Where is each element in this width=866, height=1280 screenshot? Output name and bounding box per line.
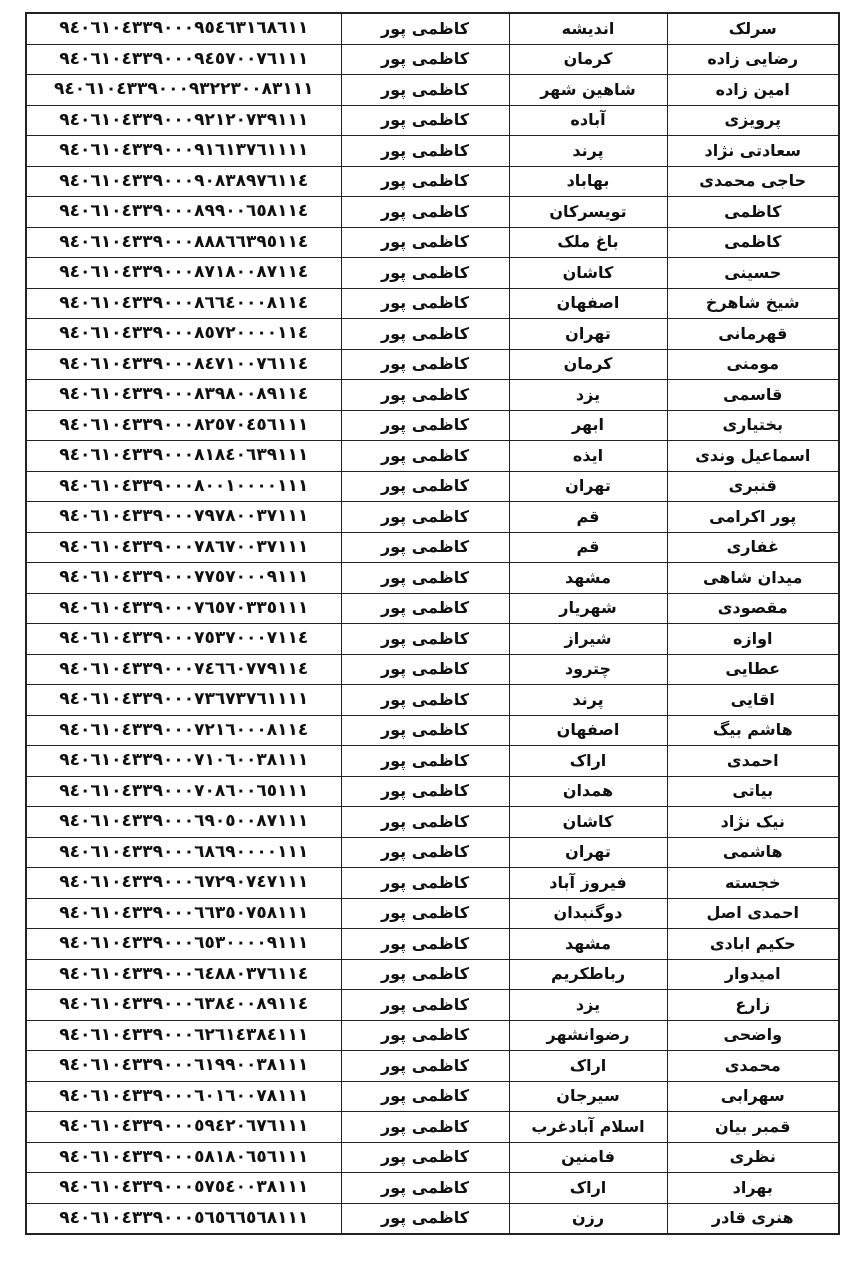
account-code-cell: ۹٤۰٦۱۰٤۳۳۹۰۰۰۸٤۷۱۰۰۷٦۱۱٤ (26, 349, 341, 380)
city-cell: مشهد (509, 929, 667, 960)
account-code-cell: ۹٤۰٦۱۰٤۳۳۹۰۰۰۷٥۳۷۰۰۰۷۱۱٤ (26, 624, 341, 655)
table-row (26, 593, 839, 624)
city-cell: کرمان (509, 44, 667, 75)
city-cell: اندیشه (509, 13, 667, 44)
table-row (26, 1173, 839, 1204)
city-cell: باغ ملک (509, 227, 667, 258)
family-name-cell: کاظمی پور (341, 654, 509, 685)
table-row (26, 532, 839, 563)
name-cell: هاشم بیگ (667, 715, 839, 746)
city-cell: ایذه (509, 441, 667, 472)
account-code-cell: ۹٤۰٦۱۰٤۳۳۹۰۰۰٦٤۸۸۰۳۷٦۱۱٤ (26, 959, 341, 990)
table-row (26, 197, 839, 228)
account-code-cell: ۹٤۰٦۱۰٤۳۳۹۰۰۰۷۸٦۷۰۰۳۷۱۱۱ (26, 532, 341, 563)
name-cell: احمدی (667, 746, 839, 777)
city-cell: کرمان (509, 349, 667, 380)
family-name-cell: کاظمی پور (341, 837, 509, 868)
city-cell: سیرجان (509, 1081, 667, 1112)
city-cell: شاهین شهر (509, 75, 667, 106)
account-code-cell: ۹٤۰٦۱۰٤۳۳۹۰۰۰٦۰۱٦۰۰۷۸۱۱۱ (26, 1081, 341, 1112)
city-cell: پرند (509, 685, 667, 716)
account-code-cell: ۹٤۰٦۱۰٤۳۳۹۰۰۰۸٦٦٤۰۰۰۸۱۱٤ (26, 288, 341, 319)
table-row (26, 380, 839, 411)
table-row (26, 959, 839, 990)
family-name-cell: کاظمی پور (341, 410, 509, 441)
table-row (26, 929, 839, 960)
table-row (26, 1081, 839, 1112)
table-row (26, 990, 839, 1021)
table-row (26, 13, 839, 44)
account-code-cell: ۹٤۰٦۱۰٤۳۳۹۰۰۰٦۸٦۹۰۰۰۰۱۱۱ (26, 837, 341, 868)
city-cell: فیروز آباد (509, 868, 667, 899)
city-cell: قم (509, 532, 667, 563)
name-cell: بختیاری (667, 410, 839, 441)
name-cell: حسینی (667, 258, 839, 289)
city-cell: تهران (509, 471, 667, 502)
table-row (26, 319, 839, 350)
table-row (26, 258, 839, 289)
family-name-cell: کاظمی پور (341, 349, 509, 380)
family-name-cell: کاظمی پور (341, 13, 509, 44)
family-name-cell: کاظمی پور (341, 136, 509, 167)
city-cell: فامنین (509, 1142, 667, 1173)
city-cell: رضوانشهر (509, 1020, 667, 1051)
family-name-cell: کاظمی پور (341, 471, 509, 502)
table-row (26, 410, 839, 441)
account-code-cell: ۹٤۰٦۱۰٤۳۳۹۰۰۰۷٤٦٦۰۷۷۹۱۱٤ (26, 654, 341, 685)
name-cell: پور اکرامی (667, 502, 839, 533)
table-row (26, 807, 839, 838)
city-cell: مشهد (509, 563, 667, 594)
name-cell: نیک نژاد (667, 807, 839, 838)
family-name-cell: کاظمی پور (341, 288, 509, 319)
table-row (26, 1112, 839, 1143)
city-cell: همدان (509, 776, 667, 807)
name-cell: هنری قادر (667, 1203, 839, 1234)
account-code-cell: ۹٤۰٦۱۰٤۳۳۹۰۰۰۹۱٦۱۳۷٦۱۱۱۱ (26, 136, 341, 167)
family-name-cell: کاظمی پور (341, 319, 509, 350)
name-cell: هاشمی (667, 837, 839, 868)
name-cell: بهراد (667, 1173, 839, 1204)
name-cell: احمدی اصل (667, 898, 839, 929)
city-cell: اراک (509, 1051, 667, 1082)
family-name-cell: کاظمی پور (341, 227, 509, 258)
family-name-cell: کاظمی پور (341, 380, 509, 411)
account-code-cell: ۹٤۰٦۱۰٤۳۳۹۰۰۰٦۹۰٥۰۰۸۷۱۱۱ (26, 807, 341, 838)
city-cell: چترود (509, 654, 667, 685)
account-code-cell: ۹٤۰٦۱۰٤۳۳۹۰۰۰۸۸۸٦٦۳۹٥۱۱٤ (26, 227, 341, 258)
name-cell: کاظمی (667, 227, 839, 258)
account-code-cell: ۹٤۰٦۱۰٤۳۳۹۰۰۰٦۳۸٤۰۰۸۹۱۱٤ (26, 990, 341, 1021)
table-row (26, 837, 839, 868)
records-table (25, 12, 840, 1235)
family-name-cell: کاظمی پور (341, 532, 509, 563)
city-cell: ابهر (509, 410, 667, 441)
family-name-cell: کاظمی پور (341, 75, 509, 106)
name-cell: سهرابی (667, 1081, 839, 1112)
family-name-cell: کاظمی پور (341, 44, 509, 75)
family-name-cell: کاظمی پور (341, 746, 509, 777)
table-row (26, 654, 839, 685)
table-row (26, 288, 839, 319)
account-code-cell: ۹٤۰٦۱۰٤۳۳۹۰۰۰۸۳۹۸۰۰۸۹۱۱٤ (26, 380, 341, 411)
name-cell: قاسمی (667, 380, 839, 411)
account-code-cell: ۹٤۰٦۱۰٤۳۳۹۰۰۰۷۲۱٦۰۰۰۸۱۱٤ (26, 715, 341, 746)
city-cell: رباطکریم (509, 959, 667, 990)
table-row (26, 624, 839, 655)
name-cell: مومنی (667, 349, 839, 380)
account-code-cell: ۹٤۰٦۱۰٤۳۳۹۰۰۰٦٥۳۰۰۰۰۹۱۱۱ (26, 929, 341, 960)
family-name-cell: کاظمی پور (341, 624, 509, 655)
account-code-cell: ۹٤۰٦۱۰٤۳۳۹۰۰۰٥۹٤۲۰٦۷٦۱۱۱ (26, 1112, 341, 1143)
account-code-cell: ۹٤۰٦۱۰٤۳۳۹۰۰۰۸۷۱۸۰۰۸۷۱۱٤ (26, 258, 341, 289)
table-row (26, 1203, 839, 1234)
family-name-cell: کاظمی پور (341, 1142, 509, 1173)
account-code-cell: ۹٤۰٦۱۰٤۳۳۹۰۰۰۸۲٥۷۰٤٥٦۱۱۱ (26, 410, 341, 441)
account-code-cell: ۹٤۰٦۱۰٤۳۳۹۰۰۰٦۷۲۹۰۷٤۷۱۱۱ (26, 868, 341, 899)
name-cell: کاظمی (667, 197, 839, 228)
family-name-cell: کاظمی پور (341, 197, 509, 228)
account-code-cell: ۹٤۰٦۱۰٤۳۳۹۰۰۰۷۹۷۸۰۰۳۷۱۱۱ (26, 502, 341, 533)
family-name-cell: کاظمی پور (341, 929, 509, 960)
table-row (26, 898, 839, 929)
name-cell: بیاتی (667, 776, 839, 807)
family-name-cell: کاظمی پور (341, 441, 509, 472)
table-row (26, 441, 839, 472)
name-cell: واضحی (667, 1020, 839, 1051)
name-cell: قهرمانی (667, 319, 839, 350)
table-row (26, 44, 839, 75)
family-name-cell: کاظمی پور (341, 685, 509, 716)
name-cell: زارع (667, 990, 839, 1021)
account-code-cell: ۹٤۰٦۱۰٤۳۳۹۰۰۰۷۷٥۷۰۰۰۹۱۱۱ (26, 563, 341, 594)
account-code-cell: ۹٤۰٦۱۰٤۳۳۹۰۰۰٦٦۳٥۰۷٥۸۱۱۱ (26, 898, 341, 929)
name-cell: عطایی (667, 654, 839, 685)
family-name-cell: کاظمی پور (341, 1020, 509, 1051)
table-row (26, 715, 839, 746)
city-cell: تویسرکان (509, 197, 667, 228)
city-cell: شیراز (509, 624, 667, 655)
name-cell: پرویزی (667, 105, 839, 136)
table-row (26, 563, 839, 594)
account-code-cell: ۹٤۰٦۱۰٤۳۳۹۰۰۰۸٥۷۲۰۰۰۰۱۱٤ (26, 319, 341, 350)
account-code-cell: ۹٤۰٦۱۰٤۳۳۹۰۰۰۷٦٥۷۰۳۳٥۱۱۱ (26, 593, 341, 624)
table-row (26, 75, 839, 106)
name-cell: محمدی (667, 1051, 839, 1082)
table-row (26, 776, 839, 807)
city-cell: تهران (509, 319, 667, 350)
name-cell: اقایی (667, 685, 839, 716)
city-cell: رزن (509, 1203, 667, 1234)
name-cell: قمبر بیان (667, 1112, 839, 1143)
family-name-cell: کاظمی پور (341, 1081, 509, 1112)
account-code-cell: ۹٤۰٦۱۰٤۳۳۹۰۰۰۹۲۱۲۰۷۳۹۱۱۱ (26, 105, 341, 136)
name-cell: قنبری (667, 471, 839, 502)
account-code-cell: ۹٤۰٦۱۰٤۳۳۹۰۰۰۸۱۸٤۰٦۳۹۱۱۱ (26, 441, 341, 472)
city-cell: پرند (509, 136, 667, 167)
account-code-cell: ۹٤۰٦۱۰٤۳۳۹۰۰۰٥۷٥٤۰۰۳۸۱۱۱ (26, 1173, 341, 1204)
family-name-cell: کاظمی پور (341, 990, 509, 1021)
table-row (26, 227, 839, 258)
family-name-cell: کاظمی پور (341, 105, 509, 136)
account-code-cell: ۹٤۰٦۱۰٤۳۳۹۰۰۰٥٦٥٦٦٥٦۸۱۱۱ (26, 1203, 341, 1234)
table-row (26, 136, 839, 167)
table-row (26, 1020, 839, 1051)
account-code-cell: ۹٤۰٦۱۰٤۳۳۹۰۰۰٦۲٦۱٤۳۸٤۱۱۱ (26, 1020, 341, 1051)
table-row (26, 471, 839, 502)
table-row (26, 746, 839, 777)
account-code-cell: ۹٤۰٦۱۰٤۳۳۹۰۰۰۹٥٤٦۳۱٦۸٦۱۱ (26, 13, 341, 44)
city-cell: کاشان (509, 258, 667, 289)
name-cell: رضایی زاده (667, 44, 839, 75)
name-cell: حکیم ابادی (667, 929, 839, 960)
account-code-cell: ۹٤۰٦۱۰٤۳۳۹۰۰۰۸۰۰۱۰۰۰۰۱۱۱ (26, 471, 341, 502)
family-name-cell: کاظمی پور (341, 715, 509, 746)
city-cell: دوگنبدان (509, 898, 667, 929)
city-cell: قم (509, 502, 667, 533)
table-row (26, 502, 839, 533)
table-row (26, 1142, 839, 1173)
name-cell: سعادتی نژاد (667, 136, 839, 167)
family-name-cell: کاظمی پور (341, 868, 509, 899)
name-cell: امیدوار (667, 959, 839, 990)
records-table-body (26, 13, 839, 1234)
family-name-cell: کاظمی پور (341, 1203, 509, 1234)
city-cell: اصفهان (509, 288, 667, 319)
city-cell: اصفهان (509, 715, 667, 746)
city-cell: بهاباد (509, 166, 667, 197)
table-row (26, 1051, 839, 1082)
city-cell: اسلام آبادغرب (509, 1112, 667, 1143)
name-cell: غفاری (667, 532, 839, 563)
family-name-cell: کاظمی پور (341, 776, 509, 807)
family-name-cell: کاظمی پور (341, 1173, 509, 1204)
family-name-cell: کاظمی پور (341, 166, 509, 197)
name-cell: امین زاده (667, 75, 839, 106)
city-cell: یزد (509, 380, 667, 411)
account-code-cell: ۹٤۰٦۱۰٤۳۳۹۰۰۰۹۳۲۲۳۰۰۸۳۱۱۱ (26, 75, 341, 106)
city-cell: اراک (509, 746, 667, 777)
family-name-cell: کاظمی پور (341, 502, 509, 533)
account-code-cell: ۹٤۰٦۱۰٤۳۳۹۰۰۰۷۳٦۷۳۷٦۱۱۱۱ (26, 685, 341, 716)
city-cell: کاشان (509, 807, 667, 838)
table-row (26, 349, 839, 380)
city-cell: تهران (509, 837, 667, 868)
name-cell: اسماعیل وندی (667, 441, 839, 472)
family-name-cell: کاظمی پور (341, 1112, 509, 1143)
account-code-cell: ۹٤۰٦۱۰٤۳۳۹۰۰۰٦۱۹۹۰۰۳۸۱۱۱ (26, 1051, 341, 1082)
name-cell: میدان شاهی (667, 563, 839, 594)
city-cell: اراک (509, 1173, 667, 1204)
account-code-cell: ۹٤۰٦۱۰٤۳۳۹۰۰۰۸۹۹۰۰٦٥۸۱۱٤ (26, 197, 341, 228)
account-code-cell: ۹٤۰٦۱۰٤۳۳۹۰۰۰۹۰۸۳۸۹۷٦۱۱٤ (26, 166, 341, 197)
account-code-cell: ۹٤۰٦۱۰٤۳۳۹۰۰۰۹٤٥۷۰۰۷٦۱۱۱ (26, 44, 341, 75)
table-row (26, 868, 839, 899)
city-cell: یزد (509, 990, 667, 1021)
name-cell: مقصودی (667, 593, 839, 624)
account-code-cell: ۹٤۰٦۱۰٤۳۳۹۰۰۰٥۸۱۸۰٦٥٦۱۱۱ (26, 1142, 341, 1173)
table-row (26, 105, 839, 136)
city-cell: شهریار (509, 593, 667, 624)
family-name-cell: کاظمی پور (341, 1051, 509, 1082)
family-name-cell: کاظمی پور (341, 258, 509, 289)
account-code-cell: ۹٤۰٦۱۰٤۳۳۹۰۰۰۷۰۸٦۰۰٦٥۱۱۱ (26, 776, 341, 807)
name-cell: حاجی محمدی (667, 166, 839, 197)
table-row (26, 685, 839, 716)
family-name-cell: کاظمی پور (341, 898, 509, 929)
name-cell: نظری (667, 1142, 839, 1173)
family-name-cell: کاظمی پور (341, 593, 509, 624)
name-cell: اوازه (667, 624, 839, 655)
family-name-cell: کاظمی پور (341, 959, 509, 990)
family-name-cell: کاظمی پور (341, 563, 509, 594)
name-cell: شیخ شاهرخ (667, 288, 839, 319)
name-cell: خجسته (667, 868, 839, 899)
family-name-cell: کاظمی پور (341, 807, 509, 838)
name-cell: سرلک (667, 13, 839, 44)
account-code-cell: ۹٤۰٦۱۰٤۳۳۹۰۰۰۷۱۰٦۰۰۳۸۱۱۱ (26, 746, 341, 777)
city-cell: آباده (509, 105, 667, 136)
table-row (26, 166, 839, 197)
